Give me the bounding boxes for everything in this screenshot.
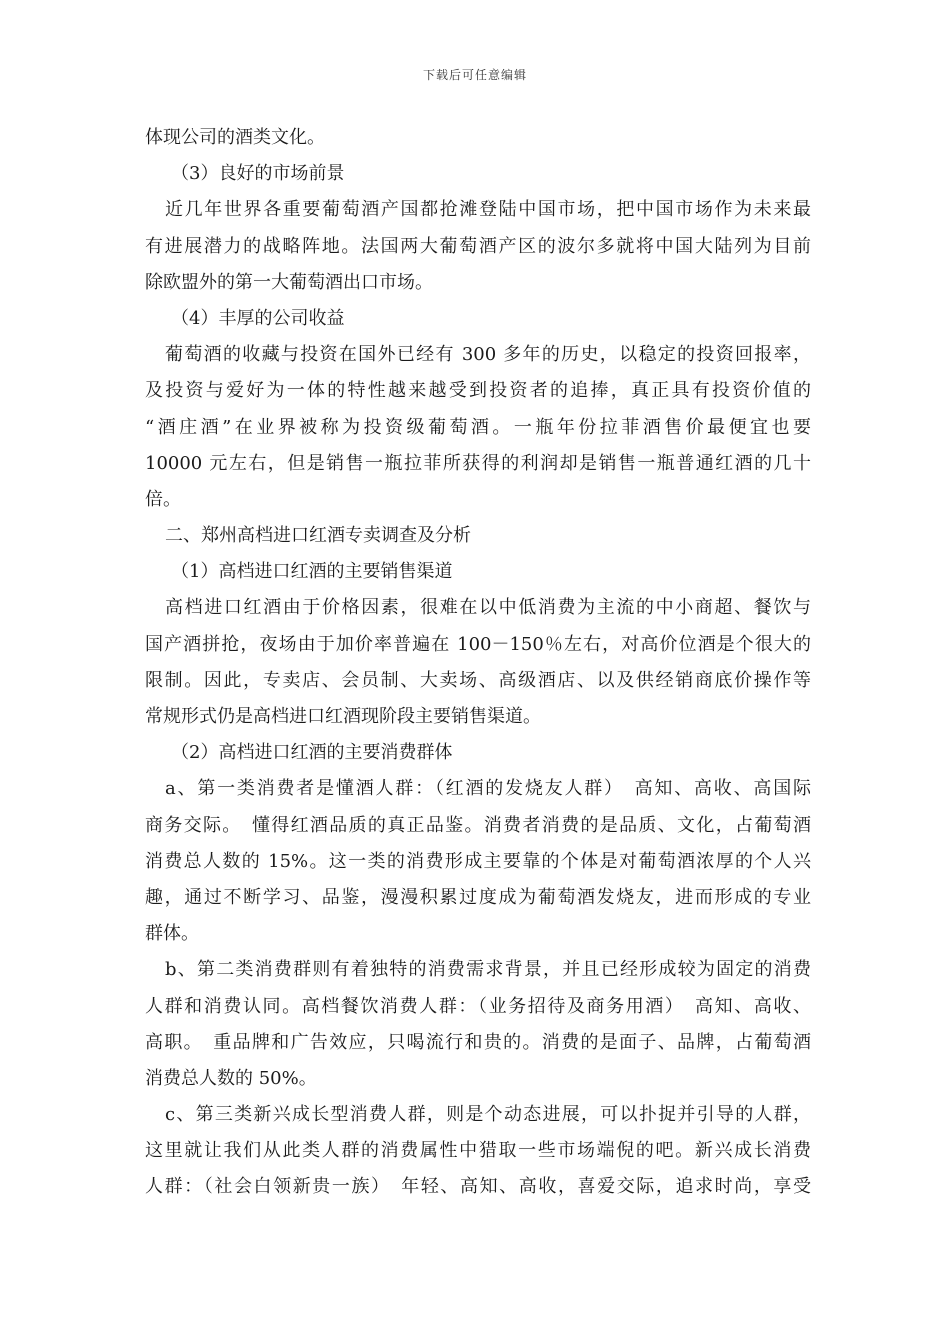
text-line: 人群：（社会白领新贵一族） 年轻、高知、高收，喜爱交际，追求时尚，享受: [145, 1176, 811, 1198]
page-header: 下载后可任意编辑: [422, 68, 527, 82]
text-line: 常规形式仍是高档进口红酒现阶段主要销售渠道。: [145, 706, 541, 727]
text-line: 高职。 重品牌和广告效应，只喝流行和贵的。消费的是面子、品牌，占葡萄酒: [145, 1031, 811, 1053]
text-line: 商务交际。 懂得红酒品质的真正品鉴。消费者消费的是品质、文化，占葡萄酒: [145, 814, 811, 836]
text-line: 人群和消费认同。高档餐饮消费人群：（业务招待及商务用酒） 高知、高收、: [145, 995, 811, 1017]
text-line: 及投资与爱好为一体的特性越来越受到投资者的追捧，真正具有投资价值的: [145, 380, 811, 402]
text-line: 这里就让我们从此类人群的消费属性中猎取一些市场端倪的吧。新兴成长消费: [145, 1140, 811, 1162]
text-line: 体现公司的酒类文化。: [145, 127, 325, 148]
text-line: 近几年世界各重要葡萄酒产国都抢滩登陆中国市场，把中国市场作为未来最: [165, 199, 811, 221]
text-line: 高档进口红酒由于价格因素，很难在以中低消费为主流的中小商超、餐饮与: [165, 597, 811, 619]
text-line: 趣，通过不断学习、品鉴，漫漫积累过度成为葡萄酒发烧友，进而形成的专业: [145, 886, 811, 908]
text-line: 二、郑州高档进口红酒专卖调查及分析: [165, 525, 471, 547]
text-line: （4）丰厚的公司收益: [171, 307, 345, 329]
text-line: 群体。: [145, 923, 199, 945]
text-line: 消费总人数的 50%。: [145, 1067, 317, 1089]
text-line: b、第二类消费群则有着独特的消费需求背景，并且已经形成较为固定的消费: [165, 959, 811, 981]
text-line: 消费总人数的 15%。这一类的消费形成主要靠的个体是对葡萄酒浓厚的个人兴: [145, 850, 811, 872]
text-line: 10000 元左右，但是销售一瓶拉菲所获得的利润却是销售一瓶普通红酒的几十: [145, 452, 811, 474]
text-line: “酒庄酒”在业界被称为投资级葡萄酒。一瓶年份拉菲酒售价最便宜也要: [145, 416, 811, 438]
text-line: 国产酒拼抢，夜场由于加价率普遍在 100－150％左右，对高价位酒是个很大的: [145, 633, 811, 655]
text-line: a、第一类消费者是懂酒人群：（红酒的发烧友人群） 高知、高收、高国际: [165, 778, 811, 800]
text-line: （3）良好的市场前景: [171, 163, 345, 185]
text-line: 限制。因此，专卖店、会员制、大卖场、高级酒店、以及供经销商底价操作等: [145, 669, 811, 691]
text-line: 除欧盟外的第一大葡萄酒出口市场。: [145, 271, 433, 293]
text-line: （1）高档进口红酒的主要销售渠道: [171, 561, 453, 583]
text-line: 倍。: [145, 488, 181, 510]
document-body: [145, 120, 811, 1206]
text-line: 葡萄酒的收藏与投资在国外已经有 300 多年的历史，以稳定的投资回报率，: [165, 344, 811, 366]
text-line: 有进展潜力的战略阵地。法国两大葡萄酒产区的波尔多就将中国大陆列为目前: [145, 235, 811, 257]
text-line: c、第三类新兴成长型消费人群，则是个动态进展，可以扑捉并引导的人群，: [165, 1104, 811, 1126]
text-line: （2）高档进口红酒的主要消费群体: [171, 742, 453, 764]
